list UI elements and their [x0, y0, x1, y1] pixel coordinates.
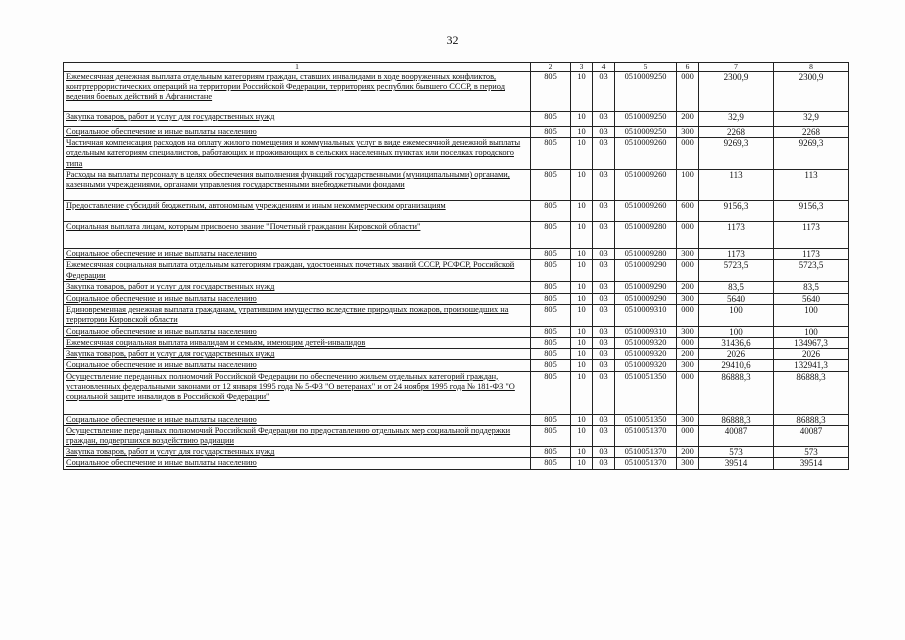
admin-code: 805	[531, 458, 571, 469]
row-name: Предоставление субсидий бюджетным, автономным учреждениям и иным некоммерческим организациям	[64, 201, 531, 222]
amount-year-2: 83,5	[774, 282, 849, 293]
budget-table	[63, 62, 849, 470]
subsection-code: 03	[593, 360, 615, 371]
amount-year-2: 1173	[774, 249, 849, 260]
section-code: 10	[571, 425, 593, 446]
section-code: 10	[571, 360, 593, 371]
row-name: Социальное обеспечение и иные выплаты населению	[64, 458, 531, 469]
table-row	[64, 138, 849, 170]
amount-year-2: 132941,3	[774, 360, 849, 371]
admin-code: 805	[531, 414, 571, 425]
amount-year-1: 5723,5	[699, 260, 774, 282]
amount-year-1: 573	[699, 447, 774, 458]
expense-type-code: 000	[677, 425, 699, 446]
table-row	[64, 338, 849, 349]
section-code: 10	[571, 458, 593, 469]
amount-year-1: 83,5	[699, 282, 774, 293]
subsection-code: 03	[593, 112, 615, 127]
row-name: Ежемесячная денежная выплата отдельным категориям граждан, ставших инвалидами в ходе вооруженных конфликтов, контртеррористических операций на территории Российской Федерации, территориях республик бывшего СССР, в период ведения боевых действий в Афганистане	[64, 72, 531, 112]
section-code: 10	[571, 293, 593, 304]
section-code: 10	[571, 304, 593, 326]
amount-year-2: 1173	[774, 222, 849, 249]
admin-code: 805	[531, 360, 571, 371]
expense-type-code: 300	[677, 360, 699, 371]
admin-code: 805	[531, 260, 571, 282]
admin-code: 805	[531, 338, 571, 349]
expense-type-code: 200	[677, 349, 699, 360]
expense-type-code: 200	[677, 112, 699, 127]
column-header: 7	[699, 63, 774, 72]
table-row	[64, 72, 849, 112]
header-row	[64, 63, 849, 72]
subsection-code: 03	[593, 222, 615, 249]
admin-code: 805	[531, 326, 571, 337]
subsection-code: 03	[593, 170, 615, 201]
target-article-code: 0510051350	[615, 371, 677, 414]
admin-code: 805	[531, 222, 571, 249]
target-article-code: 0510009320	[615, 338, 677, 349]
row-name: Осуществление переданных полномочий Российской Федерации по обеспечению жильем отдельных категорий граждан, установленных федеральными законами от 12 января 1995 года № 5-ФЗ "О ветеранах" и от 24 ноября 1995 года № 181-ФЗ "О социальной защите инвалидов в Российской Федерации"	[64, 371, 531, 414]
subsection-code: 03	[593, 293, 615, 304]
admin-code: 805	[531, 249, 571, 260]
section-code: 10	[571, 127, 593, 138]
section-code: 10	[571, 249, 593, 260]
amount-year-1: 100	[699, 326, 774, 337]
expense-type-code: 000	[677, 222, 699, 249]
target-article-code: 0510051370	[615, 458, 677, 469]
table-row	[64, 282, 849, 293]
section-code: 10	[571, 201, 593, 222]
column-header: 2	[531, 63, 571, 72]
row-name: Социальное обеспечение и иные выплаты населению	[64, 293, 531, 304]
target-article-code: 0510009250	[615, 112, 677, 127]
amount-year-2: 573	[774, 447, 849, 458]
table-row	[64, 170, 849, 201]
target-article-code: 0510009280	[615, 222, 677, 249]
amount-year-1: 1173	[699, 249, 774, 260]
target-article-code: 0510009290	[615, 260, 677, 282]
expense-type-code: 100	[677, 170, 699, 201]
expense-type-code: 300	[677, 326, 699, 337]
expense-type-code: 000	[677, 371, 699, 414]
section-code: 10	[571, 170, 593, 201]
row-name: Закупка товаров, работ и услуг для государственных нужд	[64, 349, 531, 360]
amount-year-1: 29410,6	[699, 360, 774, 371]
admin-code: 805	[531, 304, 571, 326]
table-row	[64, 447, 849, 458]
section-code: 10	[571, 260, 593, 282]
subsection-code: 03	[593, 425, 615, 446]
table-row	[64, 260, 849, 282]
subsection-code: 03	[593, 201, 615, 222]
amount-year-1: 2268	[699, 127, 774, 138]
section-code: 10	[571, 447, 593, 458]
target-article-code: 0510009320	[615, 360, 677, 371]
subsection-code: 03	[593, 371, 615, 414]
row-name: Социальное обеспечение и иные выплаты населению	[64, 127, 531, 138]
section-code: 10	[571, 414, 593, 425]
amount-year-1: 31436,6	[699, 338, 774, 349]
admin-code: 805	[531, 349, 571, 360]
amount-year-1: 40087	[699, 425, 774, 446]
amount-year-2: 2300,9	[774, 72, 849, 112]
expense-type-code: 200	[677, 447, 699, 458]
amount-year-1: 100	[699, 304, 774, 326]
amount-year-1: 86888,3	[699, 414, 774, 425]
target-article-code: 0510009320	[615, 349, 677, 360]
page-number: 32	[446, 33, 459, 47]
amount-year-1: 9269,3	[699, 138, 774, 170]
row-name: Ежемесячная социальная выплата отдельным категориям граждан, удостоенных почетных званий СССР, РСФСР, Российской Федерации	[64, 260, 531, 282]
amount-year-2: 113	[774, 170, 849, 201]
amount-year-1: 2300,9	[699, 72, 774, 112]
target-article-code: 0510009250	[615, 127, 677, 138]
amount-year-2: 32,9	[774, 112, 849, 127]
subsection-code: 03	[593, 72, 615, 112]
row-name: Закупка товаров, работ и услуг для государственных нужд	[64, 282, 531, 293]
subsection-code: 03	[593, 349, 615, 360]
target-article-code: 0510009260	[615, 138, 677, 170]
subsection-code: 03	[593, 447, 615, 458]
section-code: 10	[571, 371, 593, 414]
target-article-code: 0510009250	[615, 72, 677, 112]
amount-year-1: 2026	[699, 349, 774, 360]
amount-year-2: 9156,3	[774, 201, 849, 222]
expense-type-code: 600	[677, 201, 699, 222]
amount-year-2: 5723,5	[774, 260, 849, 282]
subsection-code: 03	[593, 304, 615, 326]
row-name: Социальное обеспечение и иные выплаты населению	[64, 414, 531, 425]
amount-year-1: 113	[699, 170, 774, 201]
subsection-code: 03	[593, 127, 615, 138]
subsection-code: 03	[593, 260, 615, 282]
amount-year-2: 2268	[774, 127, 849, 138]
amount-year-2: 100	[774, 326, 849, 337]
target-article-code: 0510009290	[615, 293, 677, 304]
target-article-code: 0510051350	[615, 414, 677, 425]
expense-type-code: 300	[677, 127, 699, 138]
table-row	[64, 326, 849, 337]
subsection-code: 03	[593, 138, 615, 170]
row-name: Осуществление переданных полномочий Российской Федерации по предоставлению отдельных мер социальной поддержки граждан, подвергшихся воздействию радиации	[64, 425, 531, 446]
table-row	[64, 304, 849, 326]
table-row	[64, 249, 849, 260]
amount-year-2: 2026	[774, 349, 849, 360]
row-name: Социальное обеспечение и иные выплаты населению	[64, 360, 531, 371]
table-row	[64, 201, 849, 222]
target-article-code: 0510051370	[615, 425, 677, 446]
table-row	[64, 458, 849, 469]
admin-code: 805	[531, 112, 571, 127]
column-header: 3	[571, 63, 593, 72]
expense-type-code: 300	[677, 458, 699, 469]
table-row	[64, 222, 849, 249]
subsection-code: 03	[593, 338, 615, 349]
amount-year-1: 32,9	[699, 112, 774, 127]
row-name: Частичная компенсация расходов на оплату жилого помещения и коммунальных услуг в виде ежемесячной денежной выплаты отдельным категориям специалистов, работающих и проживающих в сельских населенных пунктах или поселках городского типа	[64, 138, 531, 170]
column-header: 1	[64, 63, 531, 72]
expense-type-code: 000	[677, 260, 699, 282]
section-code: 10	[571, 338, 593, 349]
target-article-code: 0510009290	[615, 282, 677, 293]
subsection-code: 03	[593, 282, 615, 293]
amount-year-2: 40087	[774, 425, 849, 446]
row-name: Социальное обеспечение и иные выплаты населению	[64, 249, 531, 260]
column-header: 6	[677, 63, 699, 72]
subsection-code: 03	[593, 414, 615, 425]
section-code: 10	[571, 72, 593, 112]
amount-year-2: 9269,3	[774, 138, 849, 170]
table-row	[64, 127, 849, 138]
amount-year-2: 39514	[774, 458, 849, 469]
amount-year-1: 86888,3	[699, 371, 774, 414]
table-row	[64, 371, 849, 414]
expense-type-code: 000	[677, 72, 699, 112]
row-name: Закупка товаров, работ и услуг для государственных нужд	[64, 447, 531, 458]
amount-year-1: 5640	[699, 293, 774, 304]
expense-type-code: 000	[677, 304, 699, 326]
column-header: 5	[615, 63, 677, 72]
table-row	[64, 425, 849, 446]
target-article-code: 0510009280	[615, 249, 677, 260]
target-article-code: 0510009310	[615, 304, 677, 326]
amount-year-1: 9156,3	[699, 201, 774, 222]
row-name: Закупка товаров, работ и услуг для государственных нужд	[64, 112, 531, 127]
section-code: 10	[571, 112, 593, 127]
table-row	[64, 360, 849, 371]
expense-type-code: 300	[677, 249, 699, 260]
target-article-code: 0510009260	[615, 170, 677, 201]
subsection-code: 03	[593, 458, 615, 469]
row-name: Социальное обеспечение и иные выплаты населению	[64, 326, 531, 337]
amount-year-2: 86888,3	[774, 414, 849, 425]
amount-year-2: 86888,3	[774, 371, 849, 414]
row-name: Социальная выплата лицам, которым присвоено звание "Почетный гражданин Кировской области"	[64, 222, 531, 249]
amount-year-1: 39514	[699, 458, 774, 469]
target-article-code: 0510051370	[615, 447, 677, 458]
section-code: 10	[571, 222, 593, 249]
admin-code: 805	[531, 138, 571, 170]
target-article-code: 0510009260	[615, 201, 677, 222]
section-code: 10	[571, 282, 593, 293]
subsection-code: 03	[593, 326, 615, 337]
table-row	[64, 112, 849, 127]
admin-code: 805	[531, 447, 571, 458]
admin-code: 805	[531, 425, 571, 446]
subsection-code: 03	[593, 249, 615, 260]
admin-code: 805	[531, 127, 571, 138]
admin-code: 805	[531, 72, 571, 112]
amount-year-2: 100	[774, 304, 849, 326]
admin-code: 805	[531, 170, 571, 201]
expense-type-code: 000	[677, 138, 699, 170]
expense-type-code: 300	[677, 293, 699, 304]
target-article-code: 0510009310	[615, 326, 677, 337]
table-row	[64, 293, 849, 304]
section-code: 10	[571, 138, 593, 170]
row-name: Единовременная денежная выплата гражданам, утратившим имущество вследствие природных пожаров, произошедших на территории Кировской области	[64, 304, 531, 326]
expense-type-code: 200	[677, 282, 699, 293]
admin-code: 805	[531, 293, 571, 304]
amount-year-1: 1173	[699, 222, 774, 249]
amount-year-2: 134967,3	[774, 338, 849, 349]
admin-code: 805	[531, 201, 571, 222]
column-header: 4	[593, 63, 615, 72]
table-row	[64, 414, 849, 425]
column-header: 8	[774, 63, 849, 72]
table-row	[64, 349, 849, 360]
section-code: 10	[571, 326, 593, 337]
expense-type-code: 000	[677, 338, 699, 349]
row-name: Ежемесячная социальная выплата инвалидам и семьям, имеющим детей-инвалидов	[64, 338, 531, 349]
expense-type-code: 300	[677, 414, 699, 425]
section-code: 10	[571, 349, 593, 360]
admin-code: 805	[531, 371, 571, 414]
row-name: Расходы на выплаты персоналу в целях обеспечения выполнения функций государственными (муниципальными) органами, казенными учреждениями, органами управления государственными внебюджетными фондами	[64, 170, 531, 201]
amount-year-2: 5640	[774, 293, 849, 304]
admin-code: 805	[531, 282, 571, 293]
